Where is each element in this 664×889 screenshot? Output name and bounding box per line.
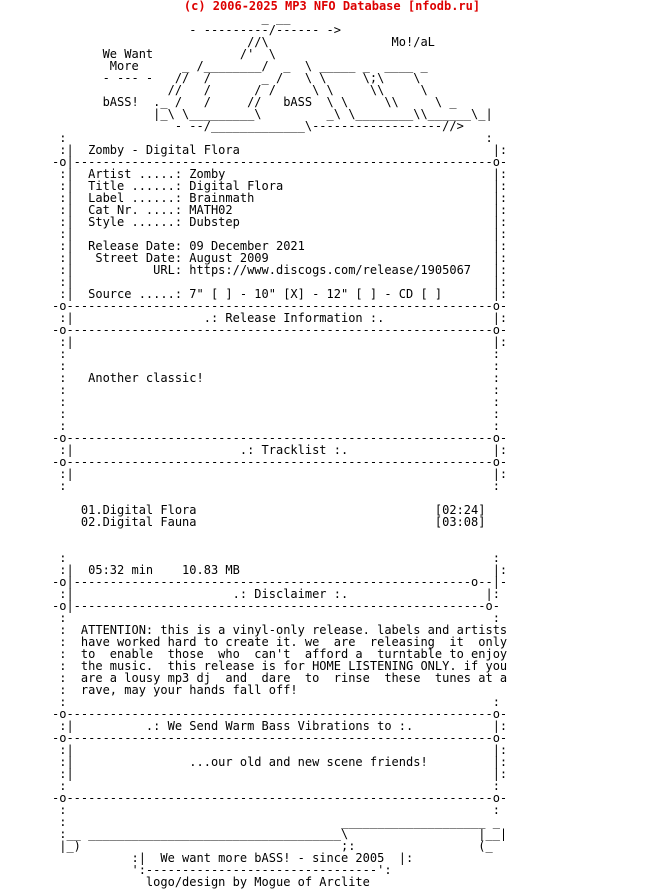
nfo-line: |_) ;: (_ (52, 839, 493, 853)
nfo-line: logo/design by Mogue of Arclite (52, 875, 370, 889)
nfo-line: : : (52, 803, 500, 817)
nfo-line: : : (52, 359, 500, 373)
nfo-line: -o-----------------------------------------------------------o- (52, 791, 508, 805)
nfo-line: - --- - // / _ / \ \ \;\ \ (52, 71, 421, 85)
nfo-line: -o-----------------------------------------------------------o- (52, 323, 508, 337)
nfo-line: -o-----------------------------------------------------------o- (52, 707, 508, 721)
nfo-line: : are a lousy mp3 dj and dare to rinse these tunes at a (52, 671, 508, 685)
nfo-line: : the music. this release is for HOME LISTENING ONLY. if you (52, 659, 508, 673)
nfo-line: :| |: (52, 767, 508, 781)
nfo-line: :| Cat Nr. ....: MATH02 |: (52, 203, 508, 217)
nfo-line: : have worked hard to create it. we are releasing it only (52, 635, 508, 649)
nfo-line: : : (52, 611, 500, 625)
nfo-line: : : (52, 551, 500, 565)
nfo-line: 02.Digital Fauna [03:08] (52, 515, 500, 529)
nfo-line: //\ Mo!/aL (52, 35, 435, 49)
nfo-line: : ATTENTION: this is a vinyl-only release. labels and artists (52, 623, 508, 637)
nfo-line: -o-----------------------------------------------------------o- (52, 431, 508, 445)
nfo-line: : : (52, 419, 500, 433)
nfo-line: :| Source .....: 7" [ ] - 10" [X] - 12" [ ] - CD [ ] |: (52, 287, 508, 301)
nfo-line: : ____________________ _ (52, 815, 500, 829)
nfo-line: -o|-------------------------------------------------------o--|- (52, 575, 508, 589)
nfo-document (52, 12, 507, 888)
nfo-line: :| Style ......: Dubstep |: (52, 215, 508, 229)
nfo-line: : rave, may your hands fall off! (52, 683, 508, 697)
nfo-line: -o|---------------------------------------------------------o- (52, 599, 500, 613)
nfo-line: :| .: Release Information :. |: (52, 311, 508, 325)
nfo-line: - --/_____________\------------------//> (52, 119, 464, 133)
nfo-line: :| We want more bASS! - since 2005 |: (52, 851, 414, 865)
nfo-line: : : (52, 347, 500, 361)
nfo-line: :| Title ......: Digital Flora |: (52, 179, 508, 193)
nfo-line: :| Zomby - Digital Flora |: (52, 143, 508, 157)
nfo-line: : : (52, 383, 500, 397)
nfo-line: _ __ (52, 11, 291, 25)
nfo-line: ':--------------------------------': (52, 863, 392, 877)
nfo-line: More _ /________/ _ \ _____ _ ____ _ (52, 59, 428, 73)
nfo-line: :| .: Disclaimer :. |: (52, 587, 500, 601)
nfo-line: -o|----------------------------------------------------------o- (52, 155, 508, 169)
nfo-line: :| Artist .....: Zomby |: (52, 167, 508, 181)
nfo-line: : : (52, 407, 500, 421)
nfo-line: :| 05:32 min 10.83 MB |: (52, 563, 508, 577)
nfo-line: -o-----------------------------------------------------------o- (52, 455, 508, 469)
nfo-line: We Want /' \ (52, 47, 276, 61)
nfo-line: :| |: (52, 743, 508, 757)
nfo-line: :| Label ......: Brainmath |: (52, 191, 508, 205)
nfo-line: : : (52, 479, 500, 493)
nfo-line: :__ ___________________________________\ |__| (52, 827, 508, 841)
nfo-line: : : (52, 395, 500, 409)
site-header: (c) 2006-2025 MP3 NFO Database [nfodb.ru] (183, 0, 481, 13)
nfo-line: :| |: (52, 467, 508, 481)
nfo-line: :| |: (52, 335, 508, 349)
nfo-line: : to enable those who can't afford a turntable to enjoy (52, 647, 508, 661)
nfo-line: :| Release Date: 09 December 2021 |: (52, 239, 508, 253)
nfo-line: -o-----------------------------------------------------------o- (52, 731, 508, 745)
nfo-line: |_\ \_________\ _\ \________\\______\_| (52, 107, 493, 121)
nfo-line: : : (52, 695, 500, 709)
nfo-line: :| .: We Send Warm Bass Vibrations to :. |: (52, 719, 508, 733)
nfo-line: :| Street Date: August 2009 |: (52, 251, 508, 265)
nfo-line: 01.Digital Flora [02:24] (52, 503, 500, 517)
nfo-line: : : (52, 779, 500, 793)
nfo-line: // / / / \ \ \\ \ (52, 83, 428, 97)
nfo-line: :| |: (52, 275, 508, 289)
nfo-line: : Another classic! : (52, 371, 500, 385)
nfo-line: - ---------/------ -> (52, 23, 341, 37)
nfo-line: :| URL: https://www.discogs.com/release/1905067 |: (52, 263, 508, 277)
nfo-line: : : (52, 131, 493, 145)
nfo-line: bASS! ._ / / // bASS \ \ \\ \ _ (52, 95, 457, 109)
nfo-line: :| |: (52, 227, 508, 241)
nfo-line: :| ...our old and new scene friends! |: (52, 755, 508, 769)
nfo-line: -o-----------------------------------------------------------o- (52, 299, 508, 313)
nfo-line: :| .: Tracklist :. |: (52, 443, 508, 457)
